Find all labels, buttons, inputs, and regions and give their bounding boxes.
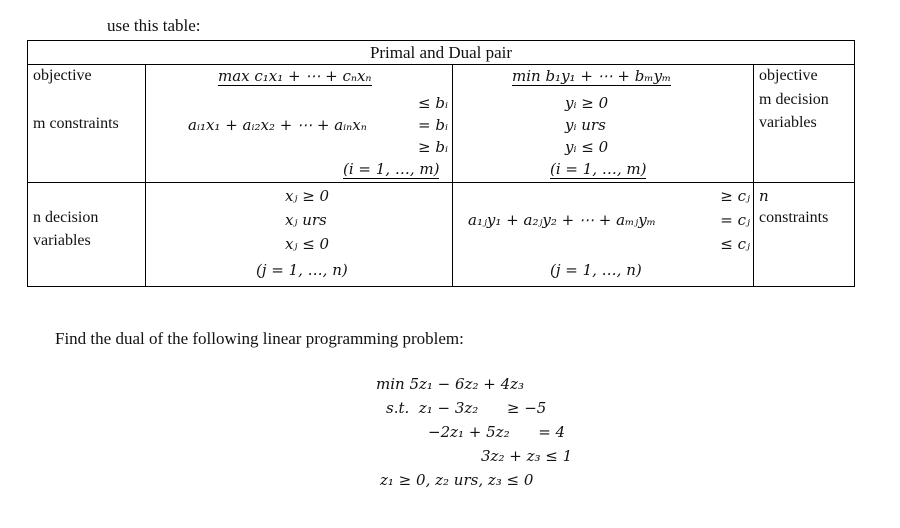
primal-var-urs: xⱼ urs bbox=[285, 211, 327, 229]
row2-right-constraints: constraints bbox=[759, 209, 829, 226]
primal-col-index: (j = 1, …, n) bbox=[256, 261, 348, 279]
row-divider bbox=[28, 182, 854, 183]
primal-rel-eq: = bᵢ bbox=[418, 116, 448, 134]
primal-var-le: xⱼ ≤ 0 bbox=[285, 235, 330, 253]
primal-constraint-lhs: aᵢ₁x₁ + aᵢ₂x₂ + ⋯ + aᵢₙxₙ bbox=[188, 116, 367, 134]
dual-col-index: (j = 1, …, n) bbox=[550, 261, 642, 279]
header-right-label: objective bbox=[759, 67, 818, 84]
intro-text: use this table: bbox=[107, 16, 201, 35]
row2-label-1: n decision bbox=[33, 209, 99, 226]
lp-constraint-3: 3z₂ + z₃ ≤ 1 bbox=[481, 447, 573, 465]
lp-sign-restrictions: z₁ ≥ 0, z₂ urs, z₃ ≤ 0 bbox=[380, 471, 534, 489]
lp-constraint-1: s.t. z₁ − 3z₂ ≥ −5 bbox=[386, 399, 547, 417]
header-left-label: objective bbox=[33, 67, 92, 84]
dual-var-urs: yᵢ urs bbox=[565, 116, 606, 134]
lp-objective: min 5z₁ − 6z₂ + 4z₃ bbox=[376, 375, 525, 393]
primal-rel-le: ≤ bᵢ bbox=[418, 94, 448, 112]
primal-objective: max c₁x₁ + ⋯ + cₙxₙ bbox=[218, 67, 372, 85]
dual-rel-eq: = cⱼ bbox=[720, 211, 750, 229]
dual-objective: min b₁y₁ + ⋯ + bₘyₘ bbox=[512, 67, 672, 85]
col-divider-2 bbox=[452, 64, 453, 286]
col-divider-3 bbox=[753, 64, 754, 286]
row1-label: m constraints bbox=[33, 115, 119, 132]
dual-constraint-lhs: a₁ⱼy₁ + a₂ⱼy₂ + ⋯ + aₘⱼyₘ bbox=[468, 211, 656, 229]
row2-right-n: n bbox=[759, 187, 769, 205]
dual-rel-le: ≤ cⱼ bbox=[720, 235, 750, 253]
primal-var-ge: xⱼ ≥ 0 bbox=[285, 187, 330, 205]
dual-var-le: yᵢ ≤ 0 bbox=[565, 138, 609, 156]
primal-dual-table bbox=[27, 40, 855, 287]
dual-row-index: (i = 1, …, m) bbox=[550, 160, 647, 178]
dual-rel-ge: ≥ cⱼ bbox=[720, 187, 750, 205]
row2-label-2: variables bbox=[33, 232, 91, 249]
header-right-sub1: m decision bbox=[759, 91, 829, 108]
header-right-sub2: variables bbox=[759, 114, 817, 131]
primal-row-index: (i = 1, …, m) bbox=[343, 160, 440, 178]
col-divider-1 bbox=[145, 64, 146, 286]
dual-var-ge: yᵢ ≥ 0 bbox=[565, 94, 609, 112]
table-caption: Primal and Dual pair bbox=[28, 41, 854, 65]
question-text: Find the dual of the following linear programming problem: bbox=[55, 329, 464, 348]
primal-rel-ge: ≥ bᵢ bbox=[418, 138, 448, 156]
lp-constraint-2: −2z₁ + 5z₂ = 4 bbox=[428, 423, 566, 441]
